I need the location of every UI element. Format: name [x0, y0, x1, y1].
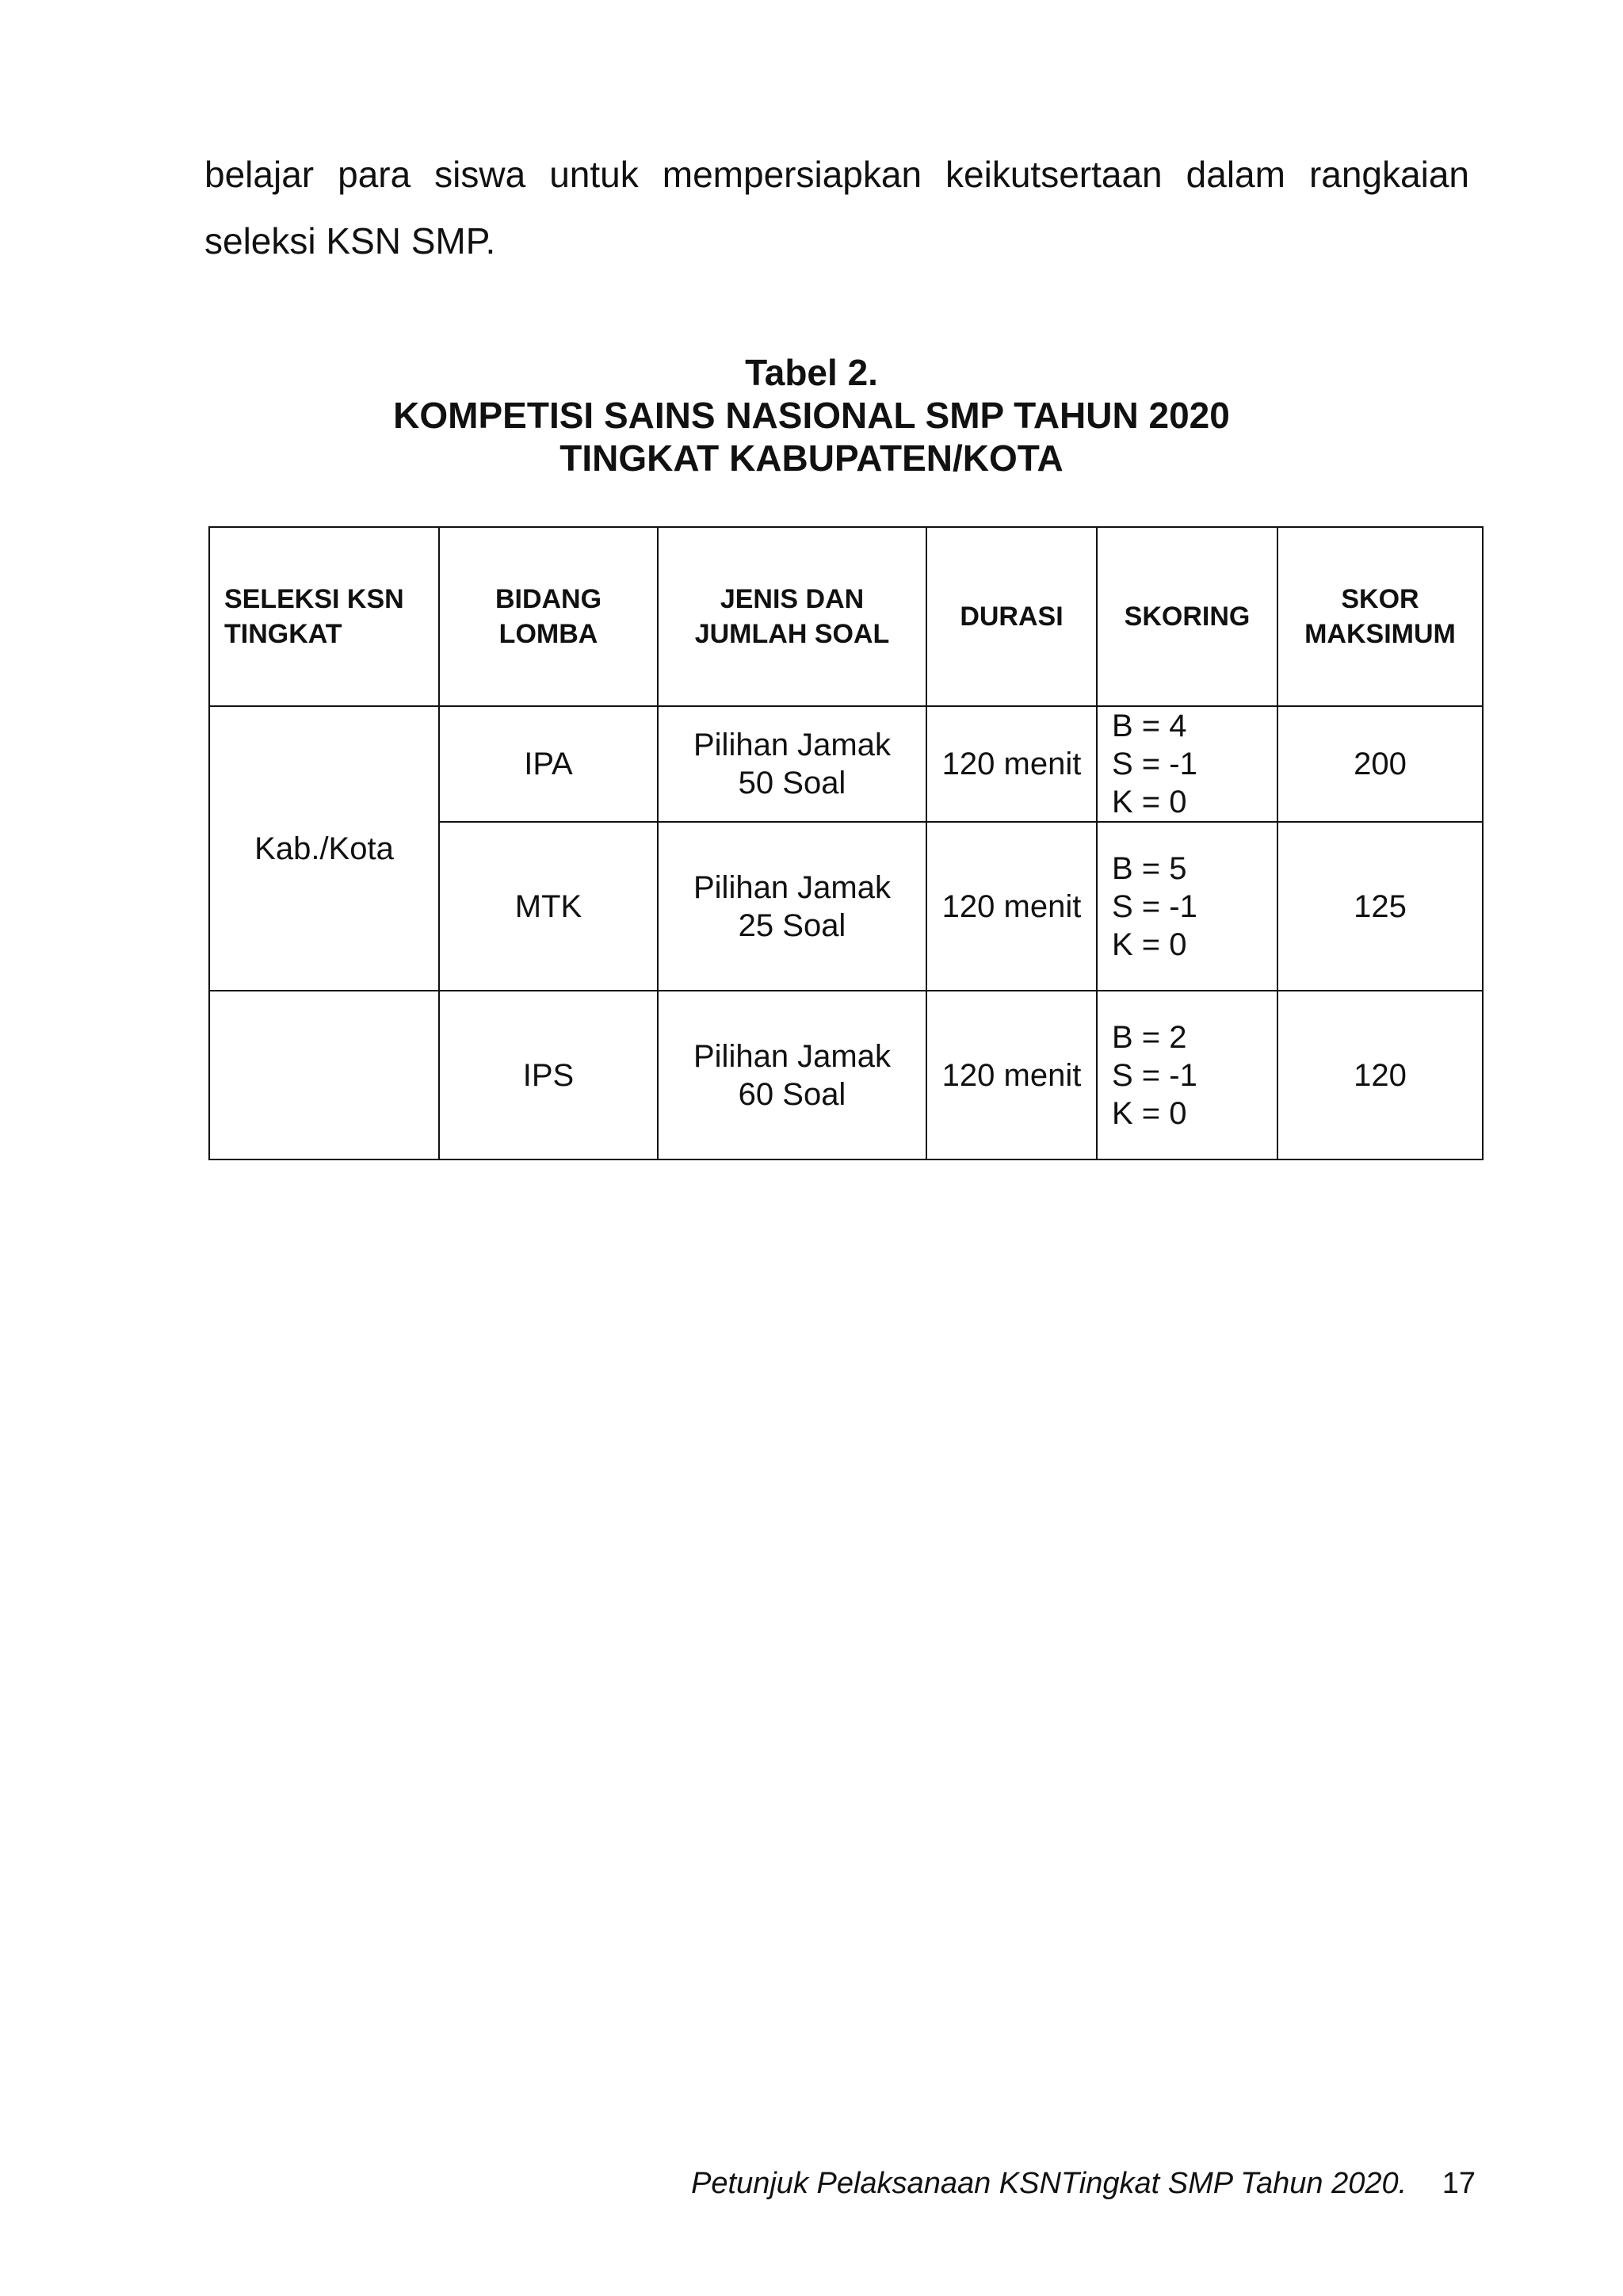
cell-bidang: MTK	[439, 822, 658, 991]
cell-bidang: IPS	[439, 991, 658, 1159]
cell-durasi: 120 menit	[926, 822, 1097, 991]
cell-skoring	[1097, 706, 1277, 822]
cell-skor: 200	[1277, 706, 1483, 822]
header-skor	[1277, 527, 1483, 706]
table-label: Tabel 2.	[745, 352, 878, 393]
skoring-salah: S = -1	[1112, 747, 1197, 781]
header-bidang-line1: BIDANG	[495, 584, 602, 614]
header-bidang-line2: LOMBA	[498, 619, 598, 649]
cell-jenis	[658, 706, 926, 822]
header-durasi: DURASI	[926, 527, 1097, 706]
header-bidang	[439, 527, 658, 706]
header-skoring: SKORING	[1097, 527, 1277, 706]
skoring-kosong: K = 0	[1112, 926, 1187, 962]
skoring-benar: B = 2	[1112, 1019, 1187, 1055]
cell-seleksi-empty	[209, 991, 439, 1159]
cell-jenis-line1: Pilihan Jamak	[693, 1038, 891, 1074]
cell-durasi: 120 menit	[926, 706, 1097, 822]
cell-skor: 120	[1277, 991, 1483, 1159]
skoring-kosong: K = 0	[1112, 1095, 1187, 1131]
header-skor-line2: MAKSIMUM	[1304, 619, 1456, 649]
cell-skoring	[1097, 822, 1277, 991]
cell-jenis-line2: 25 Soal	[738, 907, 846, 943]
header-seleksi-line1: SELEKSI KSN	[224, 584, 404, 614]
body-paragraph	[204, 141, 1469, 274]
cell-jenis-line2: 50 Soal	[738, 766, 846, 800]
header-seleksi	[209, 527, 439, 706]
page-number: 17	[1442, 2167, 1476, 2200]
cell-jenis-line1: Pilihan Jamak	[693, 728, 891, 762]
cell-bidang: IPA	[439, 706, 658, 822]
skoring-benar: B = 4	[1112, 709, 1187, 743]
paragraph-line-2: seleksi KSN SMP.	[204, 220, 496, 262]
paragraph-line-1: belajar para siswa untuk mempersiapkan keikutsertaan dalam rangkaian	[204, 154, 1469, 195]
cell-jenis-line1: Pilihan Jamak	[693, 869, 891, 905]
cell-jenis	[658, 822, 926, 991]
skoring-benar: B = 5	[1112, 850, 1187, 886]
skoring-kosong: K = 0	[1112, 785, 1187, 819]
table-header-row	[209, 527, 1483, 706]
footer-text: Petunjuk Pelaksanaan KSNTingkat SMP Tahun 2020.	[691, 2167, 1407, 2200]
cell-skor: 125	[1277, 822, 1483, 991]
table-subtitle: TINGKAT KABUPATEN/KOTA	[559, 437, 1064, 479]
header-jenis	[658, 527, 926, 706]
table-title: KOMPETISI SAINS NASIONAL SMP TAHUN 2020	[393, 395, 1230, 436]
ksn-table	[208, 526, 1484, 1160]
cell-skoring	[1097, 991, 1277, 1159]
header-jenis-line2: JUMLAH SOAL	[694, 619, 890, 649]
cell-seleksi-kab-kota: Kab./Kota	[209, 706, 439, 991]
skoring-salah: S = -1	[1112, 1057, 1197, 1093]
header-skor-line1: SKOR	[1341, 584, 1419, 614]
table-row	[209, 706, 1483, 822]
skoring-salah: S = -1	[1112, 888, 1197, 924]
header-jenis-line1: JENIS DAN	[720, 584, 865, 614]
page-footer	[691, 2164, 1476, 2203]
table-row	[209, 991, 1483, 1159]
cell-jenis-line2: 60 Soal	[738, 1076, 846, 1112]
cell-jenis	[658, 991, 926, 1159]
cell-durasi: 120 menit	[926, 991, 1097, 1159]
header-seleksi-line2: TINGKAT	[224, 619, 342, 649]
